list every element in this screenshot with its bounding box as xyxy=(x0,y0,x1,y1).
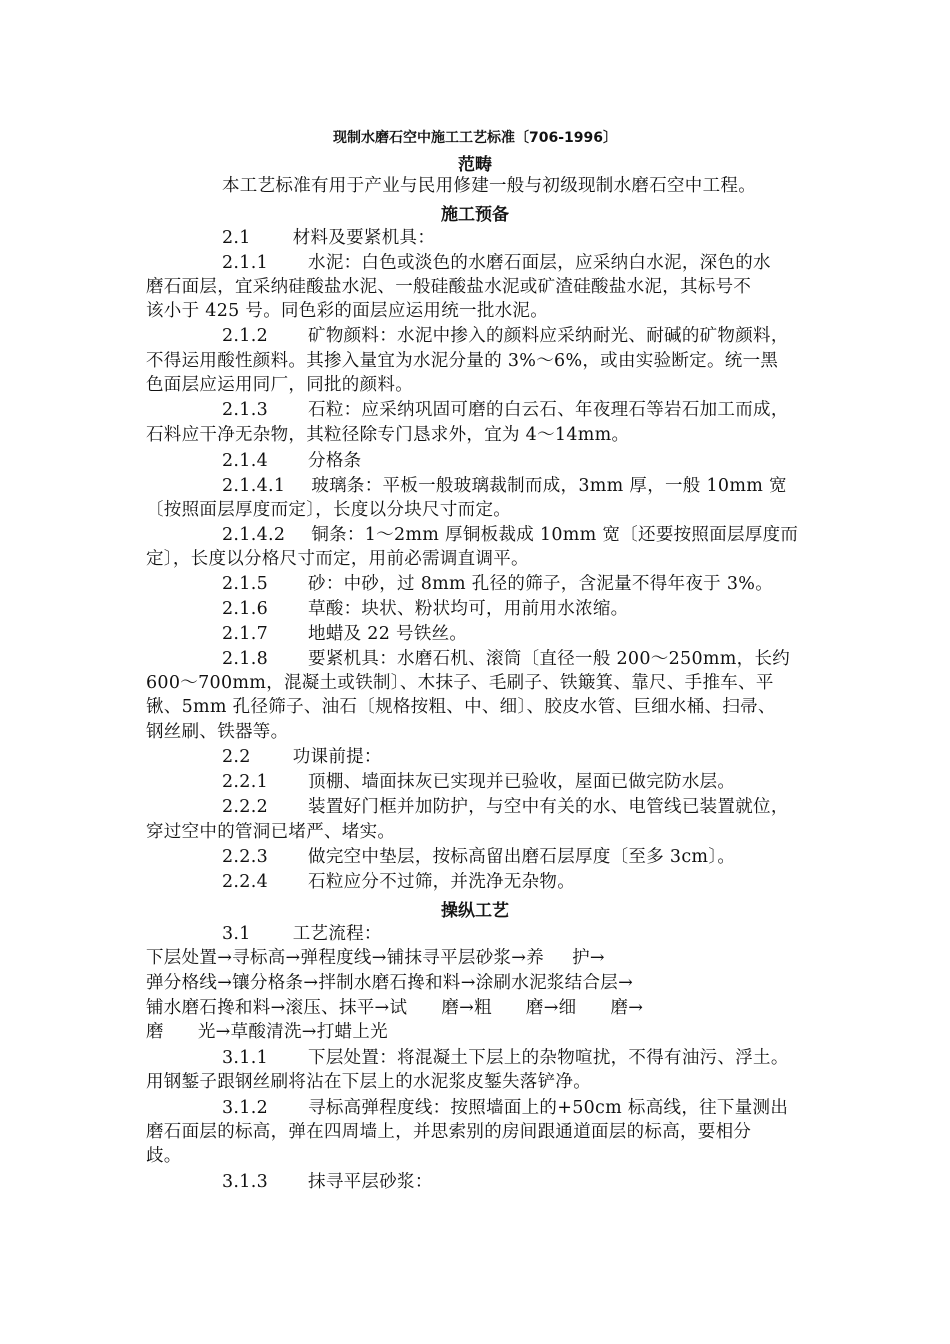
item-text: 地蜡及 22 号铁丝。 xyxy=(308,624,468,644)
text-line: 色面层应运用同厂，同批的颜料。 xyxy=(146,375,413,395)
item-text: 寻标高弹程度线：按照墙面上的+50cm 标高线，往下量测出 xyxy=(308,1098,789,1118)
item-text: 要紧机具：水磨石机、滚筒〔直径一般 200～250mm，长约 xyxy=(308,649,791,669)
item-number: 3.1 xyxy=(222,924,251,944)
item-text: 材料及要紧机具： xyxy=(292,228,436,248)
item-3-1-3 xyxy=(222,1170,433,1194)
item-2-1-7 xyxy=(222,622,467,646)
item-text: 抹寻平层砂浆： xyxy=(308,1172,433,1192)
item-2-1-6 xyxy=(222,597,628,621)
text-line: 磨石面层，宜采纳硅酸盐水泥、一般硅酸盐水泥或矿渣硅酸盐水泥，其标号不 xyxy=(146,277,752,297)
item-2-1-4-1 xyxy=(222,474,787,498)
flow-text: 下层处置→寻标高→弹程度线→铺抹寻平层砂浆→养 xyxy=(146,948,545,968)
item-number: 2.1.4 xyxy=(222,451,269,471)
item-text: 石粒应分不过筛，并洗净无杂物。 xyxy=(308,872,576,892)
item-number: 3.1.2 xyxy=(222,1098,269,1118)
text-line: 600～700mm，混凝土或铁制〕、木抹子、毛刷子、铁簸箕、靠尺、手推车、平 xyxy=(146,673,774,693)
item-3-1 xyxy=(222,922,382,946)
item-text: 下层处置：将混凝土下层上的杂物喧扰，不得有油污、浮土。 xyxy=(308,1048,789,1068)
process-flow-line-4 xyxy=(146,1020,388,1044)
item-text: 铜条：1～2mm 厚铜板裁成 10mm 宽〔还要按照面层厚度而 xyxy=(311,525,799,545)
item-text: 砂：中砂，过 8mm 孔径的筛子，含泥量不得年夜于 3%。 xyxy=(308,574,774,594)
item-number: 2.1.1 xyxy=(222,253,269,273)
item-2-1 xyxy=(222,226,435,250)
flow-text: 护→ xyxy=(572,948,605,968)
item-2-2-2 xyxy=(222,795,789,819)
flow-text: 光→草酸清洗→打蜡上光 xyxy=(197,1022,388,1042)
text-line: 不得运用酸性颜料。其掺入量宜为水泥分量的 3%～6%，或由实验断定。统一黑 xyxy=(146,351,779,371)
item-number: 2.1.6 xyxy=(222,599,269,619)
item-number: 2.1 xyxy=(222,228,251,248)
item-text: 草酸：块状、粉状均可，用前用水浓缩。 xyxy=(308,599,629,619)
text-line: 该小于 425 号。同色彩的面层应运用统一批水泥。 xyxy=(146,301,549,321)
item-3-1-1 xyxy=(222,1046,789,1070)
item-2-2-4 xyxy=(222,870,575,894)
item-2-2-1 xyxy=(222,770,735,794)
item-text: 分格条 xyxy=(308,451,362,471)
flow-text: 铺水磨石搀和料→滚压、抹平→试 xyxy=(146,998,408,1018)
item-text: 石粒：应采纳巩固可磨的白云石、年夜理石等岩石加工而成， xyxy=(308,400,789,420)
item-number: 2.2.3 xyxy=(222,847,269,867)
text-line: 〔按照面层厚度而定〕，长度以分块尺寸而定。 xyxy=(146,500,512,520)
item-text: 功课前提： xyxy=(292,747,382,767)
flow-text: 磨 xyxy=(146,1022,164,1042)
item-number: 2.1.8 xyxy=(222,649,269,669)
item-number: 2.2 xyxy=(222,747,251,767)
flow-text: 磨→粗 xyxy=(441,998,492,1018)
text-line: 穿过空中的管洞已堵严、堵实。 xyxy=(146,822,396,842)
paragraph-scope: 本工艺标准有用于产业与民用修建一般与初级现制水磨石空中工程。 xyxy=(222,176,756,196)
item-text: 玻璃条：平板一般玻璃裁制而成，3mm 厚，一般 10mm 宽 xyxy=(311,476,787,496)
item-3-1-2 xyxy=(222,1096,788,1120)
item-text: 矿物颜料：水泥中掺入的颜料应采纳耐光、耐碱的矿物颜料， xyxy=(308,326,789,346)
text-line: 钢丝刷、铁器等。 xyxy=(146,722,289,742)
item-number: 3.1.3 xyxy=(222,1172,269,1192)
item-2-2-3 xyxy=(222,845,735,869)
item-2-1-5 xyxy=(222,572,773,596)
item-number: 2.1.7 xyxy=(222,624,269,644)
text-line: 石料应干净无杂物，其粒径除专门恳求外，宜为 4～14mm。 xyxy=(146,425,630,445)
document-title: 现制水磨石空中施工工艺标准〔706-1996〕 xyxy=(333,130,617,146)
flow-text: 磨→ xyxy=(610,998,644,1018)
item-2-2 xyxy=(222,745,382,769)
item-number: 2.1.4.1 xyxy=(222,476,286,496)
text-line: 定〕，长度以分格尺寸而定，用前必需调直调平。 xyxy=(146,549,529,569)
section-heading-operation: 操纵工艺 xyxy=(441,901,509,921)
text-line: 锹、5mm 孔径筛子、油石〔规格按粗、中、细〕、胶皮水管、巨细水桶、扫帚、 xyxy=(146,697,776,717)
item-number: 2.2.2 xyxy=(222,797,269,817)
item-2-1-4 xyxy=(222,449,361,473)
item-text: 顶棚、墙面抹灰已实现并已验收，屋面已做完防水层。 xyxy=(308,772,736,792)
item-2-1-4-2 xyxy=(222,523,798,547)
process-flow-line-1 xyxy=(146,946,605,970)
section-heading-scope: 范畴 xyxy=(458,155,492,175)
item-text: 装置好门框并加防护，与空中有关的水、电管线已装置就位， xyxy=(308,797,789,817)
item-text: 做完空中垫层，按标高留出磨石层厚度〔至多 3cm〕。 xyxy=(308,847,736,867)
item-2-1-1 xyxy=(222,251,771,275)
process-flow-line-3 xyxy=(146,996,643,1020)
item-2-1-2 xyxy=(222,324,789,348)
text-line: 歧。 xyxy=(146,1146,182,1166)
item-number: 2.1.4.2 xyxy=(222,525,286,545)
item-text: 工艺流程： xyxy=(292,924,382,944)
item-number: 2.1.5 xyxy=(222,574,269,594)
process-flow-line-2: 弹分格线→镶分格条→拌制水磨石搀和料→涂刷水泥浆结合层→ xyxy=(146,973,634,993)
item-number: 2.2.4 xyxy=(222,872,269,892)
item-number: 2.2.1 xyxy=(222,772,269,792)
item-number: 2.1.2 xyxy=(222,326,269,346)
section-heading-preparation: 施工预备 xyxy=(441,205,509,225)
text-line: 用钢錾子跟钢丝刷将沾在下层上的水泥浆皮錾失落铲净。 xyxy=(146,1072,591,1092)
text-line: 磨石面层的标高，弹在四周墙上，并思索别的房间跟通道面层的标高，要相分 xyxy=(146,1122,752,1142)
item-text: 水泥：白色或淡色的水磨石面层，应采纳白水泥，深色的水 xyxy=(308,253,771,273)
item-2-1-3 xyxy=(222,398,789,422)
flow-text: 磨→细 xyxy=(525,998,577,1018)
item-number: 2.1.3 xyxy=(222,400,269,420)
item-2-1-8 xyxy=(222,647,790,671)
item-number: 3.1.1 xyxy=(222,1048,269,1068)
